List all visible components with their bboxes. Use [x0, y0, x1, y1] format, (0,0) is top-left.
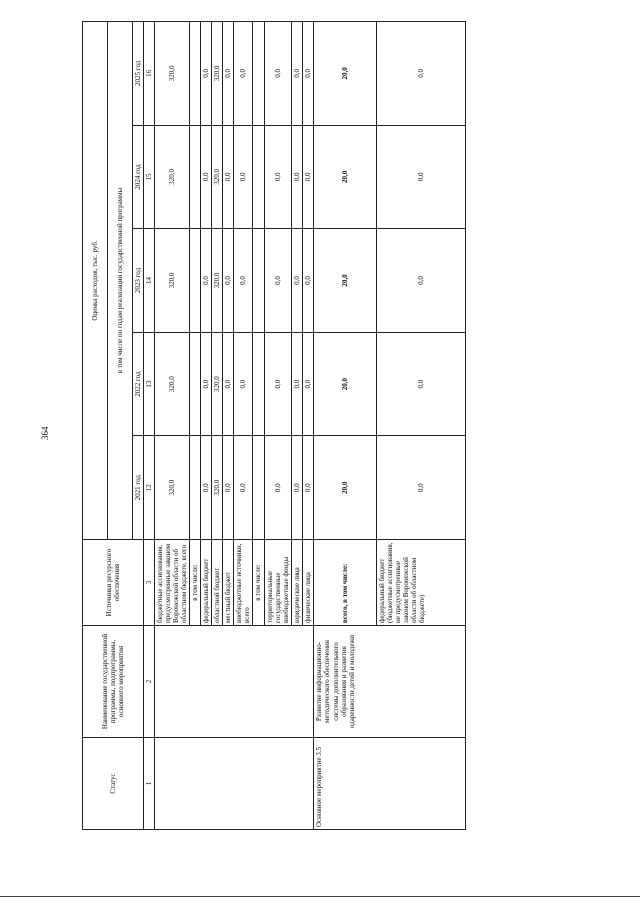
value-cell: 0,0: [264, 332, 291, 436]
value-cell: 320,0: [212, 229, 223, 333]
value-cell: 0,0: [302, 229, 313, 333]
value-cell: 0,0: [376, 436, 465, 540]
table-row: [155, 22, 190, 830]
col-number: 15: [144, 125, 155, 229]
col-number: 1: [144, 738, 155, 830]
source-cell: всего, в том числе:: [313, 540, 376, 626]
value-cell: 0,0: [223, 229, 234, 333]
value-cell: 20,0: [313, 229, 376, 333]
header-year: 2022 год: [133, 332, 144, 436]
value-cell: 0,0: [223, 125, 234, 229]
value-cell: 0,0: [291, 332, 302, 436]
value-cell: 0,0: [234, 332, 253, 436]
source-cell: федеральный бюджет (бюджетные ассигнования, не предусмотренные законом Воронежской области об областном бюджете): [376, 540, 465, 626]
value-cell: 320,0: [155, 229, 190, 333]
value-cell: [253, 436, 264, 540]
name-cell: [155, 626, 314, 738]
source-cell: федеральный бюджет: [201, 540, 212, 626]
value-cell: 0,0: [291, 22, 302, 126]
value-cell: 0,0: [376, 332, 465, 436]
header-by-years: в том числе по годам реализации государственной программы: [108, 22, 133, 540]
source-cell: в том числе:: [190, 540, 201, 626]
value-cell: 0,0: [201, 436, 212, 540]
value-cell: 320,0: [212, 332, 223, 436]
value-cell: 0,0: [201, 22, 212, 126]
col-number: 13: [144, 332, 155, 436]
value-cell: 0,0: [264, 125, 291, 229]
value-cell: [253, 229, 264, 333]
value-cell: 0,0: [234, 229, 253, 333]
header-estimate: Оценка расходов, тыс. руб.: [83, 22, 108, 540]
value-cell: 320,0: [212, 22, 223, 126]
header-year: 2023 год: [133, 229, 144, 333]
value-cell: 0,0: [291, 436, 302, 540]
header-year: 2024 год: [133, 125, 144, 229]
value-cell: 0,0: [291, 125, 302, 229]
value-cell: [253, 332, 264, 436]
source-cell: в том числе:: [253, 540, 264, 626]
source-cell: юридические лица: [291, 540, 302, 626]
table-body: [155, 22, 466, 830]
col-number: 12: [144, 436, 155, 540]
table-row: [313, 22, 376, 830]
source-cell: бюджетные ассигнования, предусмотренные законом Воронежской области об областном бюджете, всего: [155, 540, 190, 626]
bottom-rule: [0, 896, 640, 897]
value-cell: [190, 436, 201, 540]
col-number: 14: [144, 229, 155, 333]
col-number: 16: [144, 22, 155, 126]
value-cell: 20,0: [313, 436, 376, 540]
value-cell: 0,0: [376, 125, 465, 229]
value-cell: 0,0: [264, 229, 291, 333]
value-cell: 320,0: [212, 125, 223, 229]
value-cell: 0,0: [302, 332, 313, 436]
value-cell: 320,0: [155, 125, 190, 229]
page-number: 364: [40, 426, 50, 440]
value-cell: 0,0: [376, 22, 465, 126]
status-cell: [155, 738, 314, 830]
source-cell: областной бюджет: [212, 540, 223, 626]
value-cell: 20,0: [313, 125, 376, 229]
source-cell: местный бюджет: [223, 540, 234, 626]
value-cell: 0,0: [302, 436, 313, 540]
value-cell: 0,0: [223, 332, 234, 436]
budget-table: [82, 21, 466, 830]
value-cell: 320,0: [155, 436, 190, 540]
value-cell: 0,0: [234, 436, 253, 540]
header-year: 2025 год: [133, 22, 144, 126]
value-cell: 0,0: [302, 125, 313, 229]
source-cell: внебюджетные источники, всего: [234, 540, 253, 626]
col-number: 3: [144, 540, 155, 626]
col-number: 2: [144, 626, 155, 738]
value-cell: [190, 229, 201, 333]
value-cell: [190, 125, 201, 229]
source-cell: территориальные государственные внебюджетные фонды: [264, 540, 291, 626]
header-status: Статус: [83, 738, 144, 830]
header-year: 2021 год: [133, 436, 144, 540]
value-cell: [190, 22, 201, 126]
value-cell: 0,0: [302, 22, 313, 126]
value-cell: 320,0: [155, 332, 190, 436]
value-cell: 0,0: [234, 22, 253, 126]
value-cell: [253, 22, 264, 126]
value-cell: 320,0: [155, 22, 190, 126]
value-cell: 20,0: [313, 332, 376, 436]
value-cell: [190, 332, 201, 436]
value-cell: 0,0: [201, 125, 212, 229]
column-numbers-row: [144, 22, 155, 830]
value-cell: 0,0: [376, 229, 465, 333]
value-cell: 0,0: [201, 332, 212, 436]
header-source: Источники ресурсного обеспечения: [83, 540, 144, 626]
value-cell: 0,0: [291, 229, 302, 333]
value-cell: 0,0: [223, 22, 234, 126]
status-cell: Основное мероприятие 3.5: [313, 738, 465, 830]
value-cell: 0,0: [201, 229, 212, 333]
header-row-1: [83, 22, 108, 830]
value-cell: 0,0: [234, 125, 253, 229]
value-cell: 0,0: [223, 436, 234, 540]
value-cell: 320,0: [212, 436, 223, 540]
value-cell: 0,0: [264, 22, 291, 126]
value-cell: [253, 125, 264, 229]
name-cell: Развитие информационно-методического обеспечения системы дополнительного образования и развития одаренности детей и молодежи: [313, 626, 465, 738]
value-cell: 20,0: [313, 22, 376, 126]
rotated-table-area: [82, 22, 554, 830]
source-cell: физические лица: [302, 540, 313, 626]
header-name: Наименование государственной программы, подпрограммы, основного мероприятия: [83, 626, 144, 738]
value-cell: 0,0: [264, 436, 291, 540]
table-container: [82, 22, 554, 830]
